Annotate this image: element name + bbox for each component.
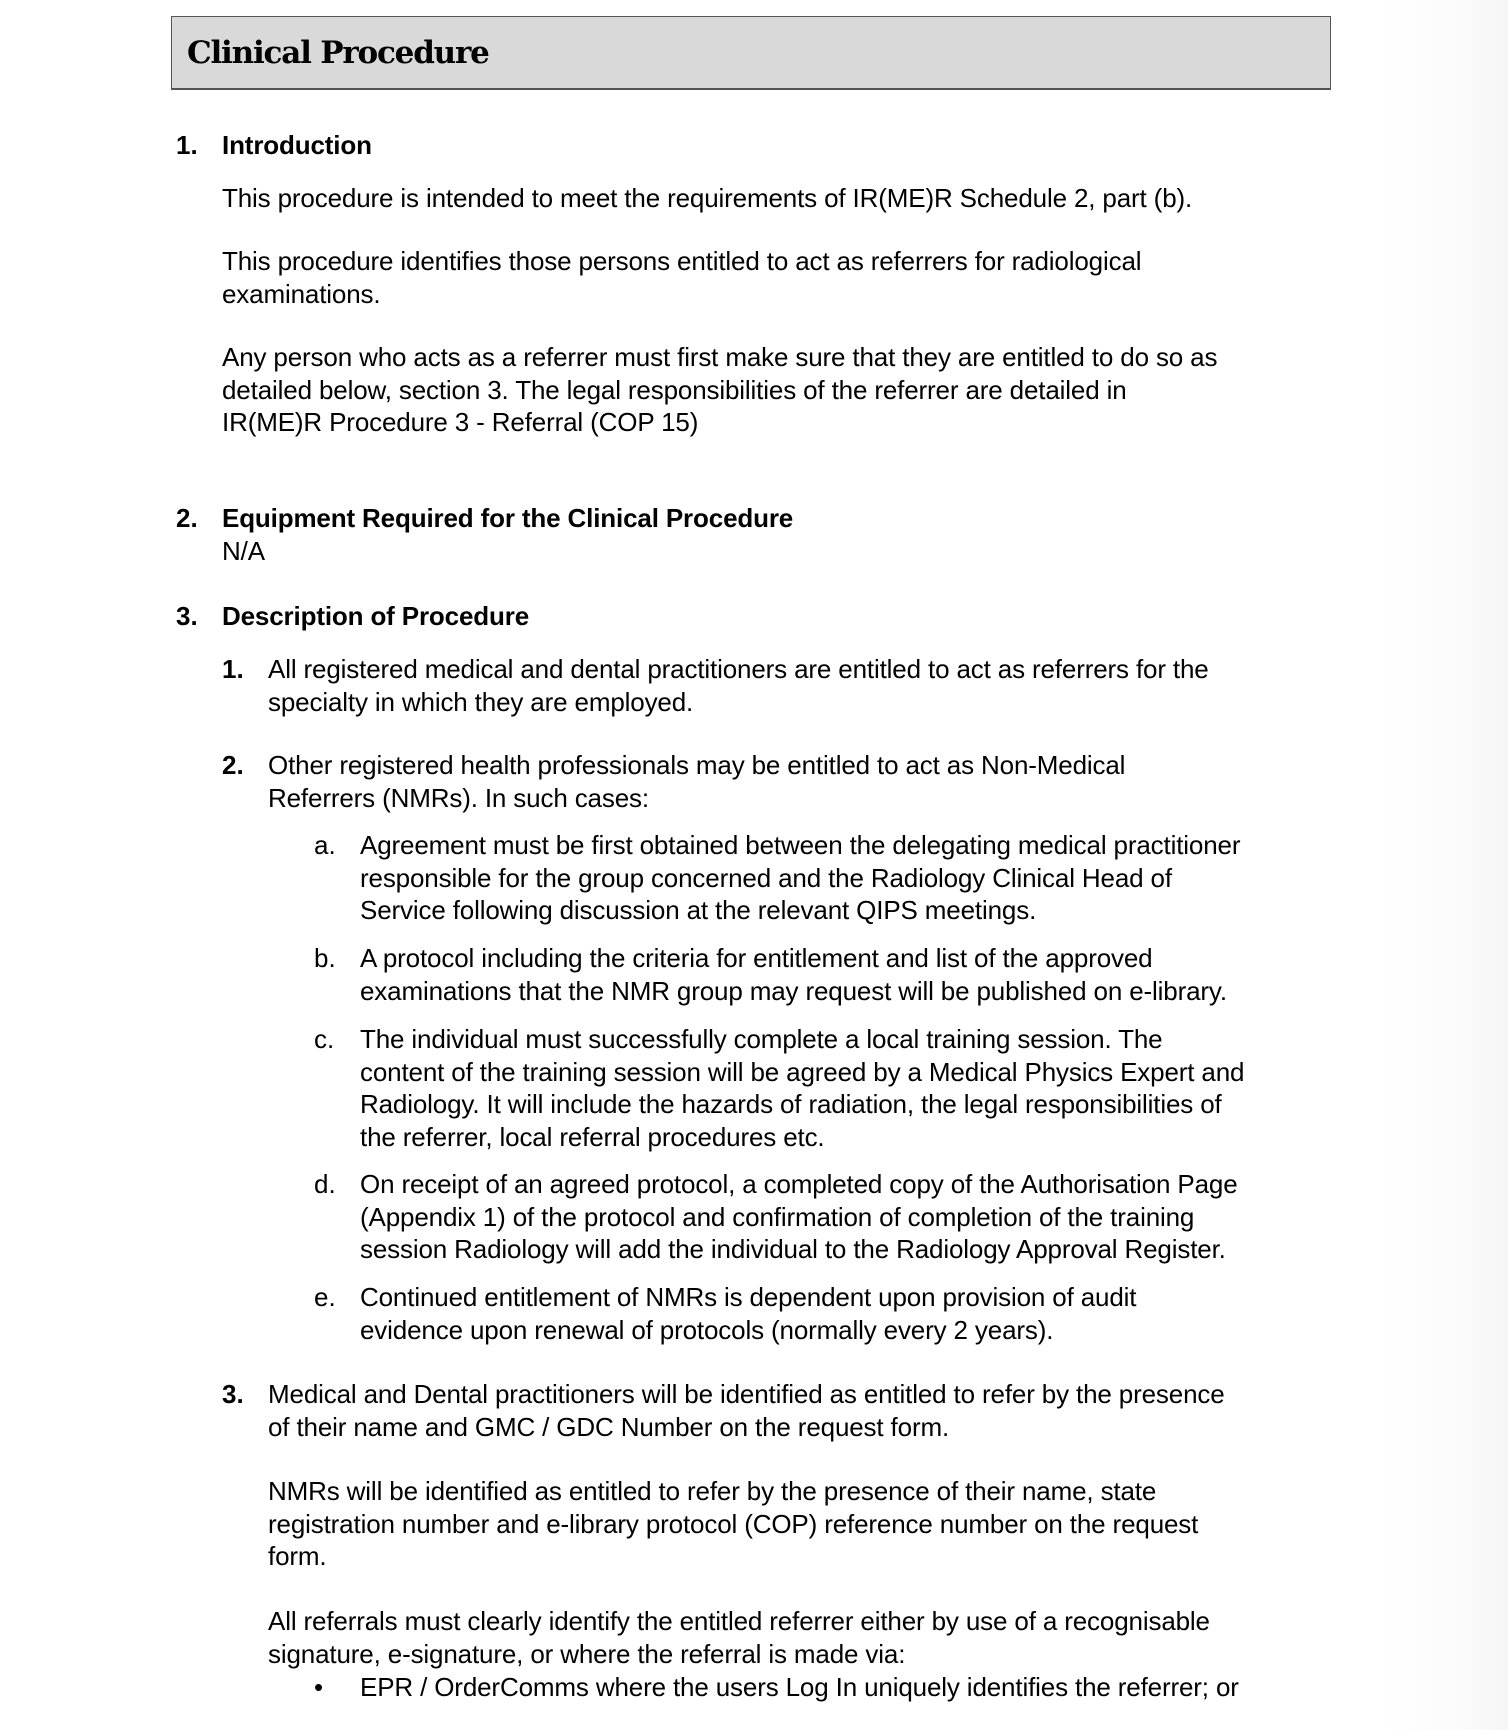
paragraph [222,182,1192,215]
text-line: of their name and GMC / GDC Number on the request form. [268,1411,950,1442]
text-line: Referrers (NMRs). In such cases: [268,782,649,813]
text-line: The individual must successfully complete a local training session. The [360,1024,1163,1054]
paragraph [222,341,1217,439]
item-text [268,1378,1225,1443]
text-line: All registered medical and dental practitioners are entitled to act as referrers for the [268,654,1209,684]
text-line: Medical and Dental practitioners will be identified as entitled to refer by the presence [268,1379,1225,1409]
title-banner [171,16,1331,90]
section-heading: Introduction [222,130,372,160]
text-line: examinations. [222,278,381,309]
item-text [268,653,1209,718]
sub-item-text [360,1023,1244,1153]
section-body: N/A [222,536,265,566]
text-line: evidence upon renewal of protocols (normally every 2 years). [360,1314,1054,1345]
text-line: All referrals must clearly identify the entitled referrer either by use of a recognisable [268,1606,1210,1636]
sub-item-letter: a. [314,830,336,860]
text-line: specialty in which they are employed. [268,686,694,717]
paragraph [268,1475,1198,1573]
text-line: content of the training session will be agreed by a Medical Physics Expert and [360,1056,1245,1087]
paragraph [222,245,1141,310]
section-heading: Equipment Required for the Clinical Procedure [222,503,794,533]
text-line: form. [268,1541,327,1571]
text-line: Agreement must be first obtained between the delegating medical practitioner [360,830,1241,860]
item-text [268,749,1125,814]
sub-item-letter: c. [314,1024,335,1054]
text-line: registration number and e-library protocol (COP) reference number on the request [268,1508,1199,1539]
section-number: 2. [176,503,198,533]
text-line: This procedure is intended to meet the requirements of IR(ME)R Schedule 2, part (b). [222,183,1193,213]
section-number: 1. [176,130,198,160]
sub-item-text [360,1281,1136,1346]
page-title: Clinical Procedure [187,35,489,71]
text-line: IR(ME)R Procedure 3 - Referral (COP 15) [222,407,699,437]
sub-item-text [360,829,1240,927]
text-line: the referrer, local referral procedures etc. [360,1121,825,1152]
sub-item-text [360,1168,1238,1266]
text-line: Service following discussion at the relevant QIPS meetings. [360,895,1037,925]
text-line: signature, e-signature, or where the referral is made via: [268,1638,906,1669]
text-line: NMRs will be identified as entitled to refer by the presence of their name, state [268,1476,1157,1506]
bullet-icon: • [314,1672,324,1702]
text-line: examinations that the NMR group may request will be published on e-library. [360,975,1227,1006]
text-line: On receipt of an agreed protocol, a completed copy of the Authorisation Page [360,1169,1238,1199]
text-line: responsible for the group concerned and the Radiology Clinical Head of [360,862,1172,893]
text-line: This procedure identifies those persons entitled to act as referrers for radiological [222,246,1142,276]
text-line: Radiology. It will include the hazards of radiation, the legal responsibilities of [360,1089,1222,1119]
text-line: Other registered health professionals may be entitled to act as Non-Medical [268,750,1126,780]
bullet-text: EPR / OrderComms where the users Log In uniquely identifies the referrer; or [360,1672,1239,1702]
text-line: Continued entitlement of NMRs is dependent upon provision of audit [360,1282,1137,1312]
item-number: 1. [222,654,244,684]
text-line: (Appendix 1) of the protocol and confirmation of completion of the training [360,1201,1195,1232]
sub-item-letter: e. [314,1282,336,1312]
text-line: A protocol including the criteria for entitlement and list of the approved [360,943,1153,973]
sub-item-letter: b. [314,943,336,973]
item-number: 2. [222,750,244,780]
text-line: Any person who acts as a referrer must first make sure that they are entitled to do so as [222,342,1218,372]
section-heading: Description of Procedure [222,601,530,631]
text-line: detailed below, section 3. The legal responsibilities of the referrer are detailed in [222,374,1127,405]
paragraph [268,1605,1210,1670]
item-number: 3. [222,1379,244,1409]
text-line: session Radiology will add the individual to the Radiology Approval Register. [360,1234,1226,1264]
sub-item-text [360,942,1227,1007]
section-number: 3. [176,601,198,631]
sub-item-letter: d. [314,1169,336,1199]
